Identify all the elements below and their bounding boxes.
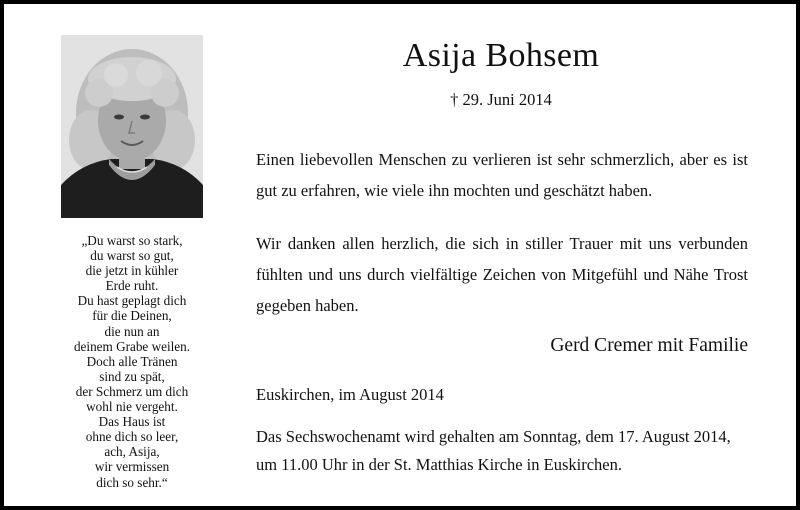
poem-line: Das Haus ist — [98, 414, 166, 430]
service-line: Das Sechswochenamt wird gehalten am Sonntag, dem 17. August 2014, — [256, 427, 731, 446]
poem-line: ach, Asija, — [104, 444, 160, 460]
poem-line: Erde ruht. — [105, 278, 159, 294]
place-and-date: Euskirchen, im August 2014 — [256, 385, 444, 404]
poem-line: dich so sehr.“ — [96, 474, 168, 490]
poem-line: sind zu spät, — [99, 368, 165, 384]
poem-line: die nun an — [104, 323, 160, 339]
gratitude-paragraph-2: Wir danken allen herzlich, die sich in stiller Trauer mit uns verbunden fühlten und uns durch vielfältige Zeichen von Mitgefühl und Nähe Trost gegeben haben. — [256, 234, 748, 315]
gratitude-paragraph-1: Einen liebevollen Menschen zu verlieren ist sehr schmerzlich, aber es ist gut zu erfahren, wie viele ihn mochten und geschätzt haben. — [256, 150, 748, 200]
poem-line: Du hast geplagt dich — [77, 293, 187, 309]
poem-line: „Du warst so stark, — [81, 233, 183, 248]
poem-line: wir vermissen — [94, 459, 170, 475]
poem-line: du warst so gut, — [90, 248, 174, 264]
service-line: um 11.00 Uhr in der St. Matthias Kirche in Euskirchen. — [256, 455, 622, 474]
deceased-name: Asija Bohsem — [402, 37, 600, 74]
poem-line: der Schmerz um dich — [75, 383, 189, 399]
poem-line: für die Deinen, — [92, 308, 172, 324]
poem-line: Doch alle Tränen — [86, 353, 178, 369]
poem-line: ohne dich so leer, — [85, 429, 179, 445]
poem — [56, 233, 208, 490]
poem-line: deinem Grabe weilen. — [73, 338, 191, 354]
portrait-illustration — [61, 35, 203, 218]
poem-line: wohl nie vergeht. — [86, 399, 178, 415]
death-date: † 29. Juni 2014 — [450, 90, 552, 109]
poem-line: die jetzt in kühler — [85, 263, 179, 279]
memorial-service-info — [256, 423, 748, 479]
family-signature: Gerd Cremer mit Familie — [550, 335, 748, 356]
portrait-photo — [61, 35, 203, 218]
